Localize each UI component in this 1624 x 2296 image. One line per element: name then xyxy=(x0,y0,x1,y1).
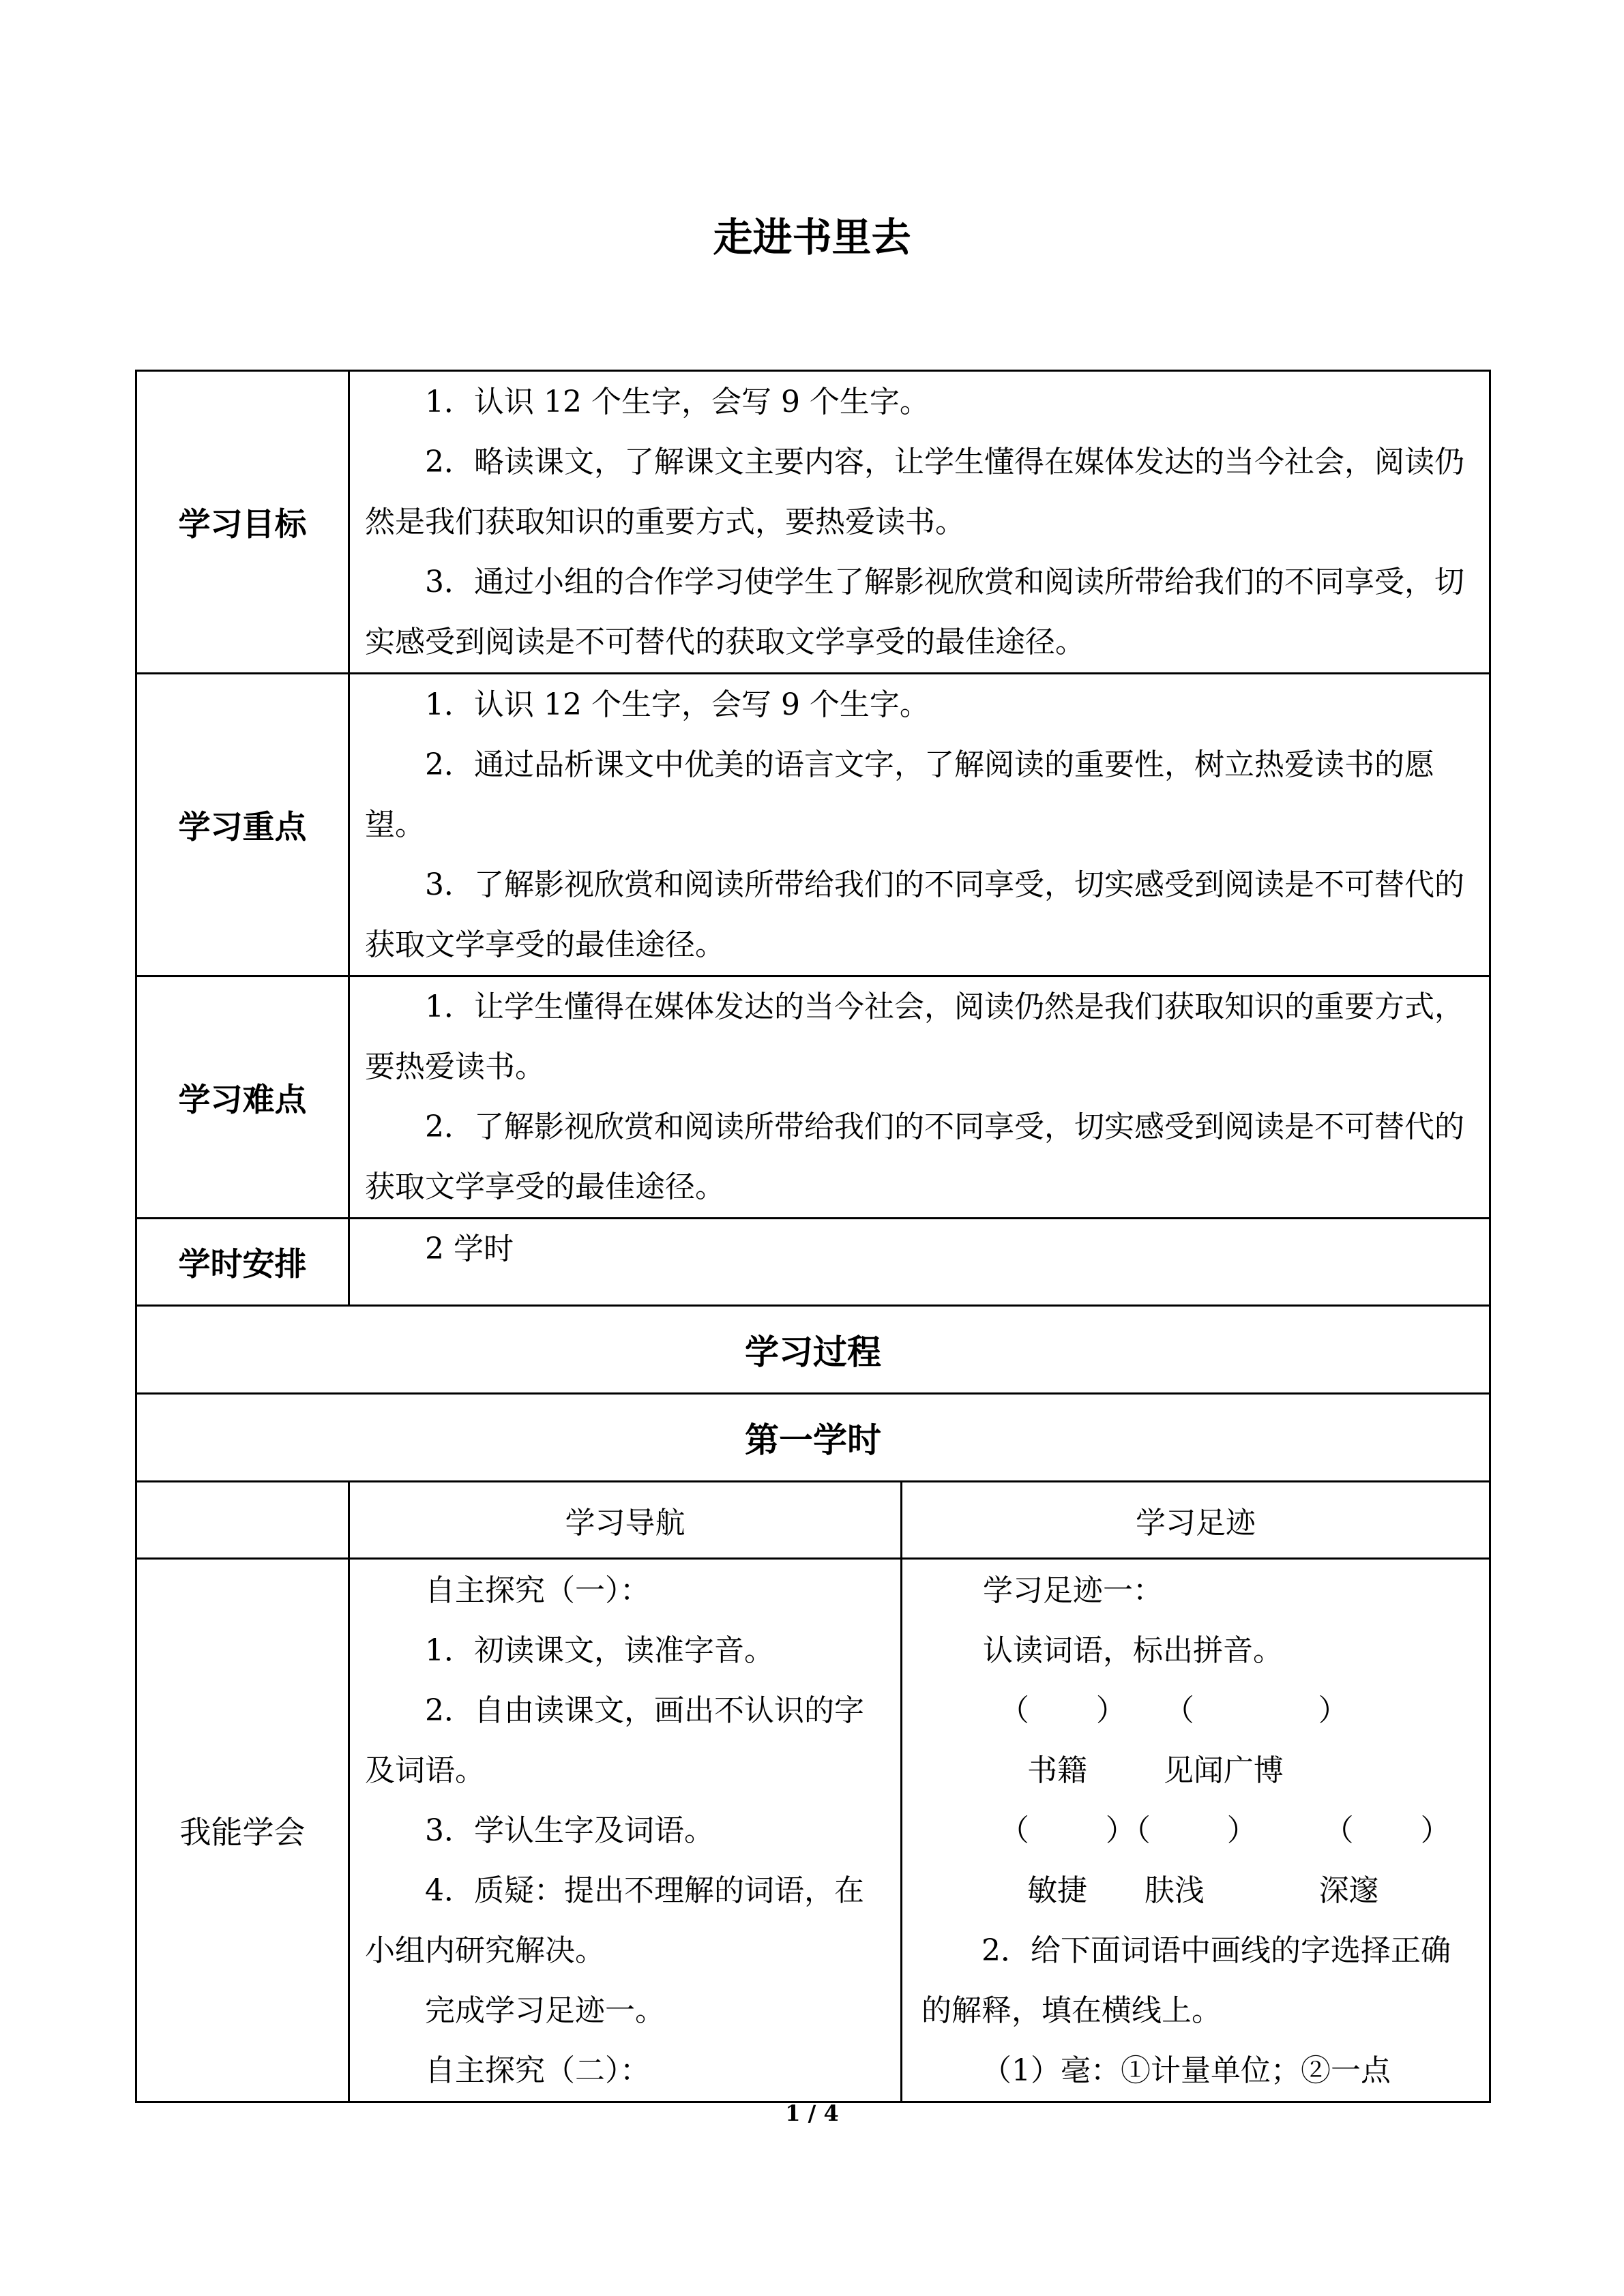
schedule-content xyxy=(349,1219,1490,1306)
period-heading: 第一学时 xyxy=(136,1394,1490,1482)
trace-instruction: 认读词语，标出拼音。 xyxy=(983,1633,1283,1668)
objectives-content xyxy=(349,371,1490,674)
guide-item: 1．初读课文，读准字音。 xyxy=(425,1633,774,1668)
objectives-row xyxy=(136,371,1490,674)
page-title: 走进书里去 xyxy=(713,214,911,260)
trace-content xyxy=(902,1559,1490,2102)
guide-item: 3．学认生字及词语。 xyxy=(425,1813,714,1848)
key-points-content xyxy=(349,674,1490,976)
column-header-guide: 学习导航 xyxy=(349,1482,902,1559)
trace-task-2-item: （1）毫：①计量单位；②一点 xyxy=(981,2053,1391,2088)
difficulty-item: 2．了解影视欣赏和阅读所带给我们的不同享受，切实感受到阅读是不可替代的获取文学享受的最佳途径。 xyxy=(365,1109,1464,1204)
learn-label: 我能学会 xyxy=(136,1559,349,2102)
process-heading: 学习过程 xyxy=(136,1306,1490,1394)
guide-item: 完成学习足迹一。 xyxy=(425,1993,665,2028)
pinyin-blanks-row-2: （ ）（ ） （ ） xyxy=(990,1813,1451,1848)
schedule-value: 2 学时 xyxy=(425,1232,514,1266)
trace-title: 学习足迹一： xyxy=(983,1573,1163,1608)
difficulties-content xyxy=(349,976,1490,1219)
difficulties-label: 学习难点 xyxy=(136,976,349,1219)
key-point-item: 3．了解影视欣赏和阅读所带给我们的不同享受，切实感受到阅读是不可替代的获取文学享受的最佳途径。 xyxy=(365,867,1464,962)
objectives-label: 学习目标 xyxy=(136,371,349,674)
guide-item: 2．自由读课文，画出不认识的字及词语。 xyxy=(365,1693,864,1788)
vocab-words-row-2: 敏捷 肤浅 深邃 xyxy=(1027,1873,1379,1908)
objective-item: 1．认识 12 个生字，会写 9 个生字。 xyxy=(425,384,930,419)
vocab-words-row-1: 书籍 见闻广博 xyxy=(1027,1753,1284,1788)
schedule-label: 学时安排 xyxy=(136,1219,349,1306)
lesson-plan-table xyxy=(135,370,1491,2103)
objective-item: 3．通过小组的合作学习使学生了解影视欣赏和阅读所带给我们的不同享受，切实感受到阅读是不可替代的获取文学享受的最佳途径。 xyxy=(365,564,1464,659)
pinyin-blanks-row-1: （ ） （ ） xyxy=(990,1693,1348,1728)
column-header-row xyxy=(136,1482,1490,1559)
page-number: 1 / 4 xyxy=(785,2100,839,2126)
process-heading-row xyxy=(136,1306,1490,1394)
column-header-trace: 学习足迹 xyxy=(902,1482,1490,1559)
learn-row xyxy=(136,1559,1490,2102)
difficulties-row xyxy=(136,976,1490,1219)
guide-item: 自主探究（二）： xyxy=(425,2053,650,2088)
guide-item: 自主探究（一）： xyxy=(425,1573,650,1608)
schedule-row xyxy=(136,1219,1490,1306)
guide-item: 4．质疑：提出不理解的词语，在小组内研究解决。 xyxy=(365,1873,864,1968)
guide-content xyxy=(349,1559,902,2102)
key-point-item: 1．认识 12 个生字，会写 9 个生字。 xyxy=(425,687,930,722)
period-heading-row xyxy=(136,1394,1490,1482)
difficulty-item: 1．让学生懂得在媒体发达的当今社会，阅读仍然是我们获取知识的重要方式，要热爱读书。 xyxy=(365,989,1464,1084)
objective-item: 2．略读课文，了解课文主要内容，让学生懂得在媒体发达的当今社会，阅读仍然是我们获取知识的重要方式，要热爱读书。 xyxy=(365,444,1464,539)
key-point-item: 2．通过品析课文中优美的语言文字，了解阅读的重要性，树立热爱读书的愿望。 xyxy=(365,747,1434,842)
trace-task-2: 2．给下面词语中画线的字选择正确的解释，填在横线上。 xyxy=(921,1933,1451,2028)
key-points-label: 学习重点 xyxy=(136,674,349,976)
column-header-empty xyxy=(136,1482,349,1559)
key-points-row xyxy=(136,674,1490,976)
